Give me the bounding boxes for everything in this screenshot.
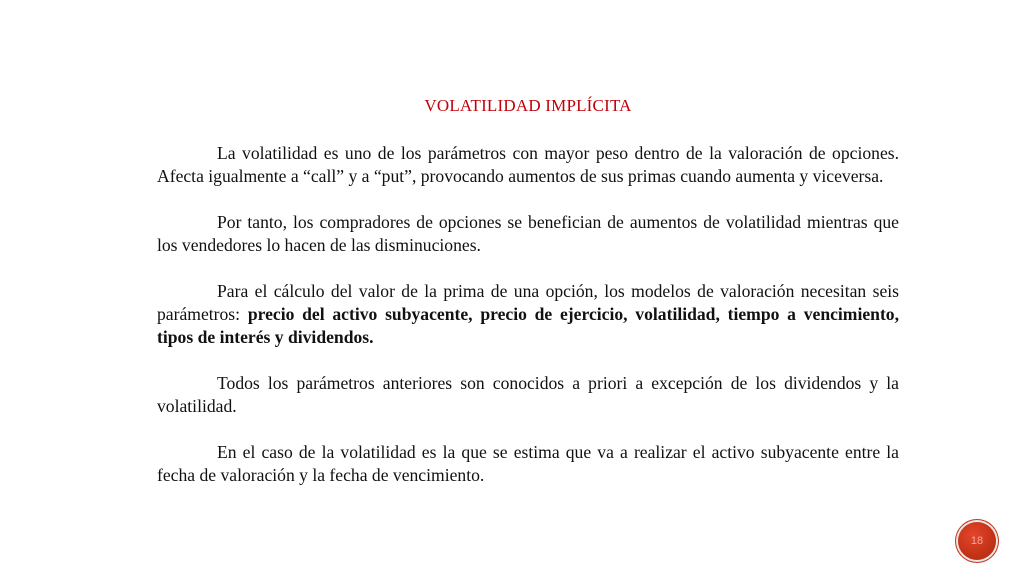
paragraph-estimated-volatility: En el caso de la volatilidad es la que se estima que va a realizar el activo subyacente entre la fecha de valoración y la fecha de vencimiento. [157, 442, 899, 485]
page-number: 18 [970, 535, 984, 547]
slide-body [157, 142, 899, 487]
paragraph-parameters [157, 280, 899, 349]
paragraph-volatility-weight: La volatilidad es uno de los parámetros con mayor peso dentro de la valoración de opciones. Afecta igualmente a “call” y a “put”, provocando aumentos de sus primas cuando aumenta y viceversa. [157, 143, 899, 186]
paragraph-known-parameters: Todos los parámetros anteriores son conocidos a priori a excepción de los dividendos y la volatilidad. [157, 373, 899, 416]
paragraph-parameters-text: Para el cálculo del valor de la prima de una opción, los modelos de valoración necesitan seis parámetros: [157, 281, 899, 324]
paragraph-buyers-sellers: Por tanto, los compradores de opciones se benefician de aumentos de volatilidad mientras que los vendedores lo hacen de las disminuciones. [157, 212, 899, 255]
page-number-badge [958, 522, 996, 560]
parameters-list: precio del activo subyacente, precio de ejercicio, volatilidad, tiempo a vencimiento, tipos de interés y dividendos. [157, 304, 900, 347]
slide-title: VOLATILIDAD IMPLÍCITA [424, 96, 632, 115]
